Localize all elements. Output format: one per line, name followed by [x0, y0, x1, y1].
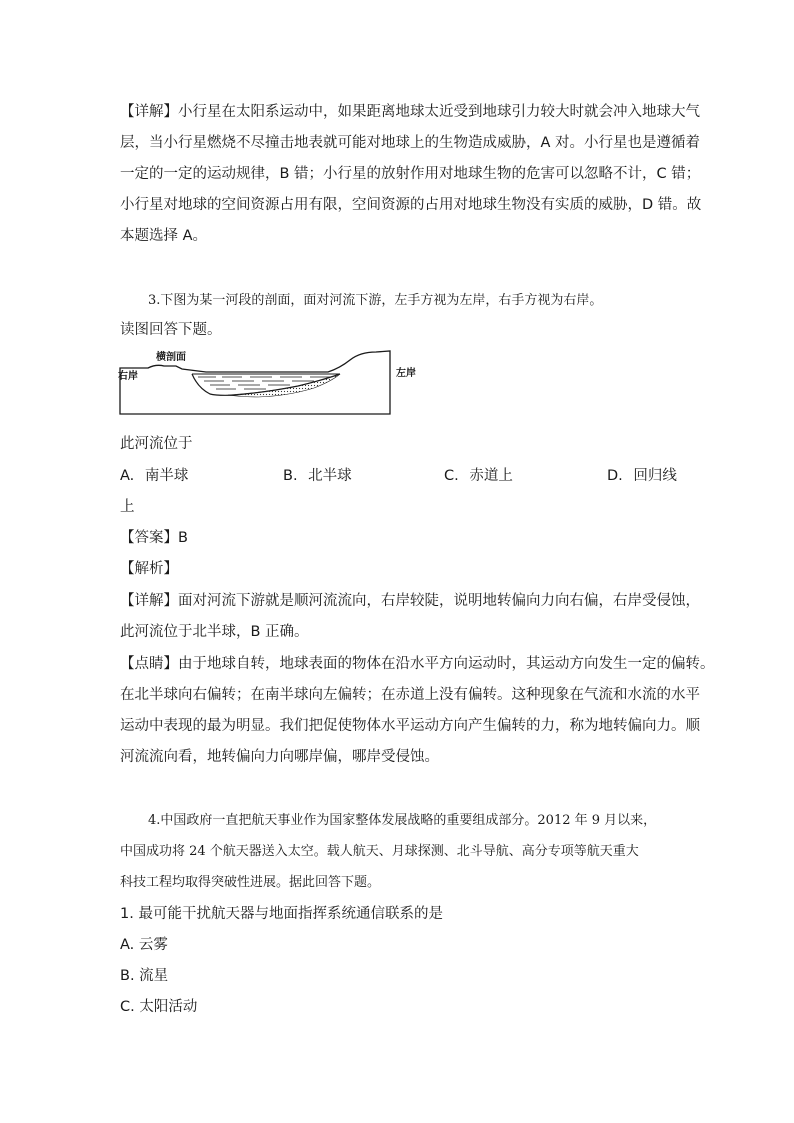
analysis-label: 【解析】	[120, 561, 178, 577]
question4-stem-line: 科技工程均取得突破性进展。据此回答下题。	[120, 875, 381, 890]
detail-line: 此河流位于北半球，B 正确。	[120, 624, 309, 640]
question3-instruction: 读图回答下题。	[120, 322, 222, 338]
option-letter: C.	[444, 468, 459, 484]
explanation-line: 本题选择 A。	[120, 228, 208, 244]
detail-line: 【详解】面对河流下游就是顺河流流向，右岸较陡，说明地转偏向力向右偏，右岸受侵蚀，	[120, 593, 700, 609]
question3-stem: 3.下图为某一河段的剖面，面对河流下游，左手方视为左岸，右手方视为右岸。	[148, 293, 603, 308]
label-left-bank: 左岸	[396, 368, 416, 379]
point-line: 运动中表现的最为明显。我们把促使物体水平运动方向产生偏转的力，称为地转偏向力。顺	[120, 718, 700, 734]
question4-option-a[interactable]: A. 云雾	[120, 937, 168, 953]
explanation-line: 【详解】小行星在太阳系运动中，如果距离地球太近受到地球引力较大时就会冲入地球大气	[120, 104, 700, 120]
sediment-deposit	[228, 374, 340, 397]
option-letter: A.	[120, 468, 135, 484]
label-cross-section: 横剖面	[156, 352, 186, 363]
question4-sub-question: 1. 最可能干扰航天器与地面指挥系统通信联系的是	[120, 906, 443, 922]
answer-line: 【答案】B	[120, 530, 188, 546]
river-cross-section-diagram	[118, 348, 428, 420]
question4-option-b[interactable]: B. 流星	[120, 968, 169, 984]
option-d[interactable]	[607, 466, 677, 486]
option-b[interactable]	[283, 466, 352, 486]
option-a[interactable]	[120, 466, 188, 486]
option-letter: B.	[283, 468, 298, 484]
option-text: 回归线	[633, 468, 677, 484]
explanation-line: 一定的一定的运动规律，B 错；小行星的放射作用对地球生物的危害可以忽略不计，C 错；	[120, 166, 701, 182]
point-line: 在北半球向右偏转；在南半球向左偏转；在赤道上没有偏转。这种现象在气流和水流的水平	[120, 687, 700, 703]
option-text: 赤道上	[469, 468, 513, 484]
option-text: 北半球	[308, 468, 352, 484]
question3-question: 此河流位于	[120, 436, 193, 452]
label-right-bank: 右岸	[118, 371, 138, 382]
question4-stem-line: 中国成功将 24 个航天器送入太空。载人航天、月球探测、北斗导航、高分专项等航天重大	[120, 844, 639, 859]
option-text: 南半球	[144, 468, 189, 484]
explanation-line: 层，当小行星燃烧不尽撞击地表就可能对地球上的生物造成威胁，A 对。小行星也是遵循着	[120, 135, 701, 151]
point-line: 河流流向看，地转偏向力向哪岸偏，哪岸受侵蚀。	[120, 749, 439, 765]
option-c[interactable]	[444, 466, 513, 486]
option-d-wrap: 上	[120, 499, 135, 515]
option-letter: D.	[607, 468, 623, 484]
point-line: 【点睛】由于地球自转，地球表面的物体在沿水平方向运动时，其运动方向发生一定的偏转。	[120, 656, 715, 672]
question4-stem-line: 4.中国政府一直把航天事业作为国家整体发展战略的重要组成部分。2012 年 9 月以来，	[148, 813, 657, 828]
question4-option-c[interactable]: C. 太阳活动	[120, 999, 198, 1015]
explanation-line: 小行星对地球的空间资源占用有限，空间资源的占用对地球生物没有实质的威胁，D 错。故	[120, 197, 702, 213]
